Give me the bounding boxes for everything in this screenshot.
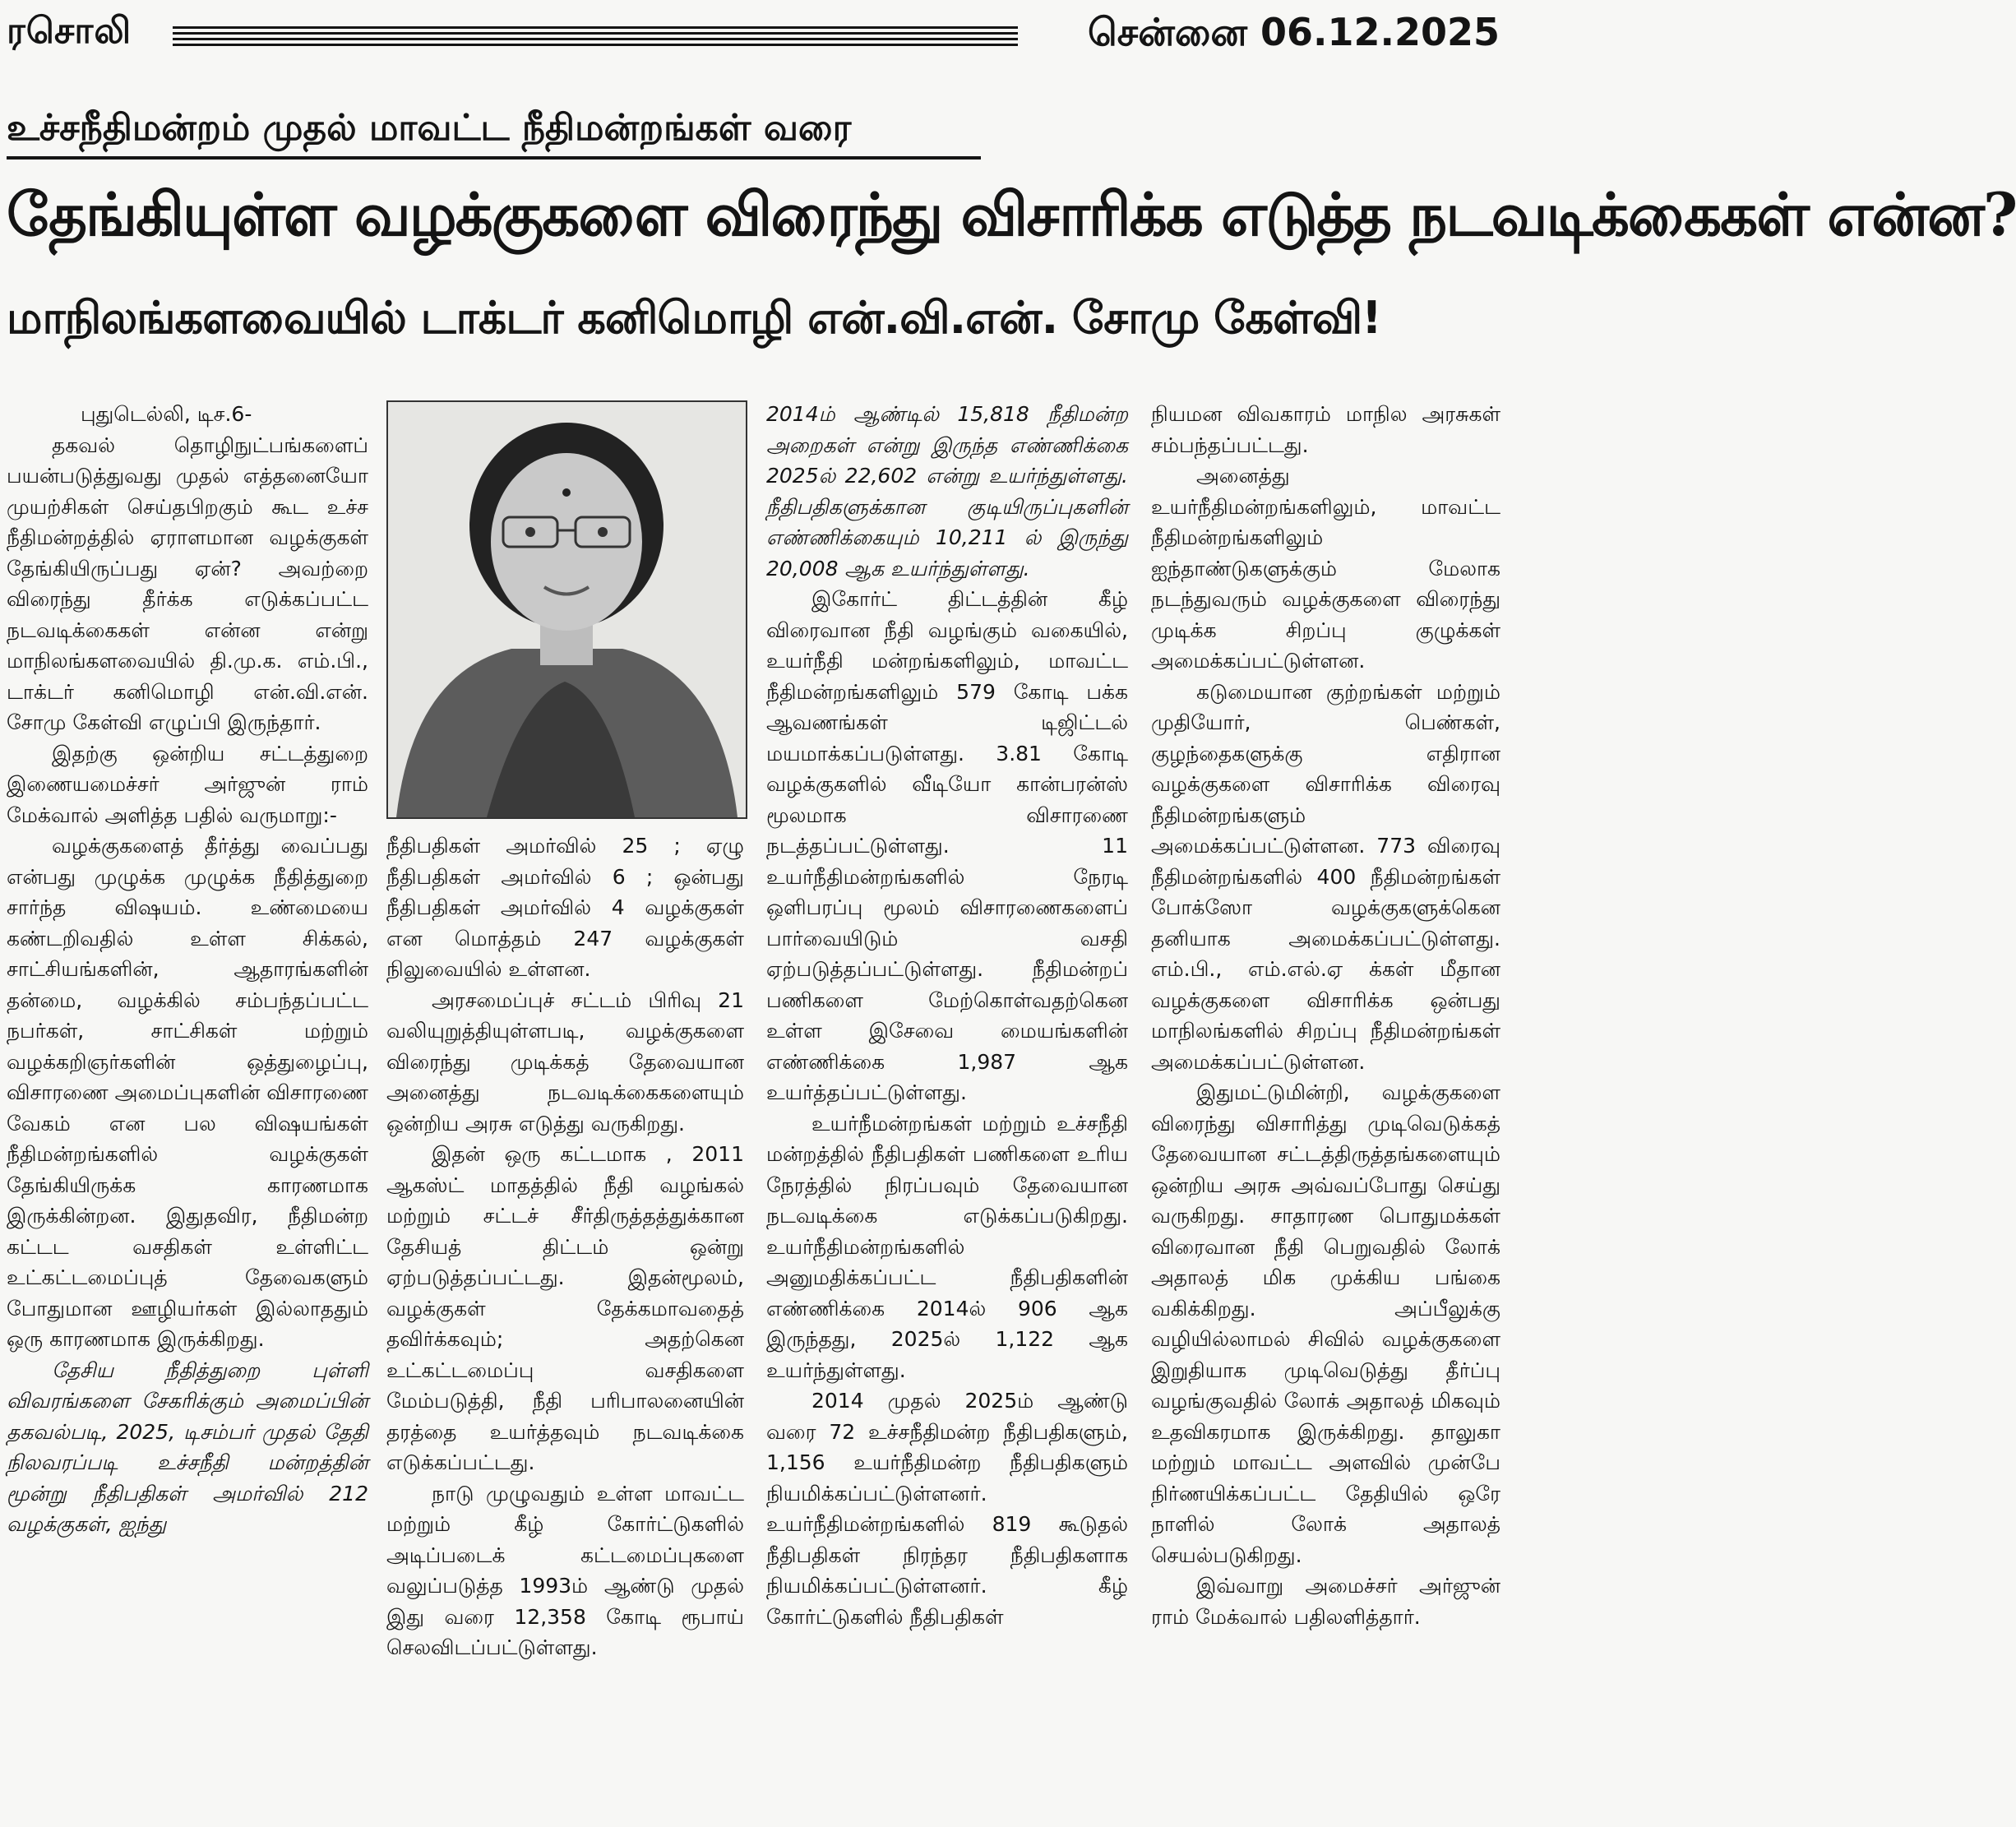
main-headline: தேங்கியுள்ள வழக்குகளை விரைந்து விசாரிக்க எடுத்த நடவடிக்கைகள் என்ன? bbox=[7, 179, 2016, 249]
paragraph: அனைத்து உயர்நீதிமன்றங்களிலும், மாவட்ட நீதிமன்றங்களிலும் ஐந்தாண்டுகளுக்கும் மேலாக நடந்துவரும் வழக்குகளை விரைந்து முடிக்க சிறப்பு குழுக்கள் அமைக்கப்பட்டுள்ளன. bbox=[1151, 464, 1500, 673]
article-dateline: புதுடெல்லி, டிச.6- bbox=[81, 402, 252, 426]
kicker-headline: உச்சநீதிமன்றம் முதல் மாவட்ட நீதிமன்றங்கள் வரை bbox=[7, 107, 852, 149]
kicker-underline bbox=[7, 156, 981, 160]
paragraph: இகோர்ட் திட்டத்தின் கீழ் விரைவான நீதி வழங்கும் வகையில், உயர்நீதி மன்றங்களிலும், மாவட்ட நீதிமன்றங்களிலும் 579 கோடி பக்க ஆவணங்கள் டிஜிட்டல் மயமாக்கப்படுள்ளது. 3.81 கோடி வழக்குகளில் வீடியோ கான்பரன்ஸ் மூலமாக விசாரணை நடத்தப்பட்டுள்ளது. 11 உயர்நீதிமன்றங்களில் நேரடி ஒளிபரப்பு மூலம் விசாரணைகளைப் பார்வையிடும் வசதி ஏற்படுத்தப்பட்டுள்ளது. நீதிமன்றப் பணிகளை மேற்கொள்வதற்கென உள்ள இசேவை மையங்களின் எண்ணிக்கை 1,987 ஆக உயர்த்தப்பட்டுள்ளது. bbox=[766, 587, 1128, 1104]
paragraph: நாடு முழுவதும் உள்ள மாவட்ட மற்றும் கீழ் கோர்ட்டுகளில் அடிப்படைக் கட்டமைப்புகளை வலுப்படுத்த 1993ம் ஆண்டு முதல் இது வரை 12,358 கோடி ரூபாய் செலவிடப்பட்டுள்ளது. bbox=[386, 1481, 744, 1659]
paragraph: இதுமட்டுமின்றி, வழக்குகளை விரைந்து விசாரித்து முடிவெடுக்கத் தேவையான சட்டத்திருத்தங்களையும் ஒன்றிய அரசு அவ்வப்போது செய்து வருகிறது. சாதாரண பொதுமக்கள் விரைவான நீதி பெறுவதில் லோக் அதாலத் மிக முக்கிய பங்கை வகிக்கிறது. அப்பீலுக்கு வழியில்லாமல் சிவில் வழக்குகளை இறுதியாக முடிவெடுத்து தீர்ப்பு வழங்குவதில் லோக் அதாலத் மிகவும் உதவிகரமாக இருக்கிறது. தாலுகா மற்றும் மாவட்ட அளவில் முன்பே நிர்ணயிக்கப்பட்ட தேதியில் ஒரே நாளில் லோக் அதாலத் செயல்படுகிறது. bbox=[1151, 1080, 1500, 1567]
paragraph: நீதிபதிகள் அமர்வில் 25 ; ஏழு நீதிபதிகள் அமர்வில் 6 ; ஒன்பது நீதிபதிகள் அமர்வில் 4 வழக்குகள் என மொத்தம் 247 வழக்குகள் நிலுவையில் உள்ளன. bbox=[386, 834, 744, 981]
paragraph: கடுமையான குற்றங்கள் மற்றும் முதியோர், பெண்கள், குழந்தைகளுக்கு எதிரான வழக்குகளை விசாரிக்க விரைவு நீதிமன்றங்களும் அமைக்கப்பட்டுள்ளன. 773 விரைவு நீதிமன்றங்களில் 400 நீதிமன்றங்கள் போக்ஸோ வழக்குகளுக்கென தனியாக அமைக்கப்பட்டுள்ளது. எம்.பி., எம்.எல்.ஏ க்கள் மீதான வழக்குகளை விசாரிக்க ஒன்பது மாநிலங்களில் சிறப்பு நீதிமன்றங்கள் அமைக்கப்பட்டுள்ளன. bbox=[1151, 679, 1500, 1074]
paragraph: வழக்குகளைத் தீர்த்து வைப்பது என்பது முழுக்க முழுக்க நீதித்துறை சார்ந்த விஷயம். உண்மையை கண்டறிவதில் உள்ள சிக்கல், சாட்சியங்களின், ஆதாரங்களின் தன்மை, வழக்கில் சம்பந்தப்பட்ட நபர்கள், சாட்சிகள் மற்றும் வழக்கறிஞர்களின் ஒத்துழைப்பு, விசாரணை அமைப்புகளின் விசாரணை வேகம் என பல விஷயங்கள் நீதிமன்றங்களில் வழக்குகள் தேங்கியிருக்க காரணமாக இருக்கின்றன. இதுதவிர, நீதிமன்ற கட்டட வசதிகள் உள்ளிட்ட உட்கட்டமைப்புத் தேவைகளும் போதுமான ஊழியர்கள் இல்லாததும் ஒரு காரணமாக இருக்கிறது. bbox=[7, 834, 368, 1351]
paragraph: இவ்வாறு அமைச்சர் அர்ஜுன் ராம் மேக்வால் பதிலளித்தார். bbox=[1151, 1574, 1500, 1629]
city-name: சென்னை bbox=[1087, 10, 1247, 54]
masthead bbox=[0, 0, 1511, 70]
masthead-rule bbox=[173, 26, 1018, 48]
paragraph: தேசிய நீதித்துறை புள்ளி விவரங்களை சேகரிக்கும் அமைப்பின் தகவல்படி, 2025, டிசம்பர் முதல் தேதி நிலவரப்படி உச்சநீதி மன்றத்தின் மூன்று நீதிபதிகள் அமர்வில் 212 வழக்குகள், ஐந்து bbox=[7, 1358, 368, 1536]
paragraph: இதற்கு ஒன்றிய சட்டத்துறை இணையமைச்சர் அர்ஜுன் ராம் மேக்வால் அளித்த பதில் வருமாறு:- bbox=[7, 741, 368, 827]
paragraph: 2014ம் ஆண்டில் 15,818 நீதிமன்ற அறைகள் என்று இருந்த எண்ணிக்கை 2025ல் 22,602 என்று உயர்ந்துள்ளது. நீதிபதிகளுக்கான குடியிருப்புகளின் எண்ணிக்கையும் 10,211 ல் இருந்து 20,008 ஆக உயர்ந்துள்ளது. bbox=[766, 402, 1128, 580]
issue-date: 06.12.2025 bbox=[1260, 10, 1500, 54]
paragraph: உயர்நீமன்றங்கள் மற்றும் உச்சநீதி மன்றத்தில் நீதிபதிகள் பணிகளை உரிய நேரத்தில் நிரப்பவும் தேவையான நடவடிக்கை எடுக்கப்படுகிறது. உயர்நீதிமன்றங்களில் அனுமதிக்கப்பட்ட நீதிபதிகளின் எண்ணிக்கை 2014ல் 906 ஆக இருந்தது, 2025ல் 1,122 ஆக உயர்ந்துள்ளது. bbox=[766, 1111, 1128, 1382]
article-column-1 bbox=[7, 399, 368, 1825]
newspaper-name: ரசொலி bbox=[7, 10, 132, 52]
paragraph: அரசமைப்புச் சட்டம் பிரிவு 21 வலியுறுத்தியுள்ளபடி, வழக்குகளை விரைந்து முடிக்கத் தேவையான அனைத்து நடவடிக்கைகளையும் ஒன்றிய அரசு எடுத்து வருகிறது. bbox=[386, 988, 744, 1136]
sub-headline: மாநிலங்களவையில் டாக்டர் கனிமொழி என்.வி.என். சோமு கேள்வி! bbox=[7, 292, 1381, 344]
paragraph: தகவல் தொழிநுட்பங்களைப் பயன்படுத்துவது முதல் எத்தனையோ முயற்சிகள் செய்தபிறகும் கூட உச்ச நீதிமன்றத்தில் ஏராளமான வழக்குகள் தேங்கியிருப்பது ஏன்? அவற்றை விரைந்து தீர்க்க எடுக்கப்பட்ட நடவடிக்கைகள் என்ன என்று மாநிலங்களவையில் தி.மு.க. எம்.பி., டாக்டர் கனிமொழி என்.வி.என். சோமு கேள்வி எழுப்பி இருந்தார். bbox=[7, 432, 368, 734]
paragraph: நியமன விவகாரம் மாநில அரசுகள் சம்பந்தப்பட்டது. bbox=[1151, 402, 1500, 457]
article-column-2 bbox=[386, 830, 744, 1825]
paragraph: 2014 முதல் 2025ம் ஆண்டு வரை 72 உச்சநீதிமன்ற நீதிபதிகளும், 1,156 உயர்நீதிமன்ற நீதிபதிகளும் நியமிக்கப்பட்டுள்ளனர். உயர்நீதிமன்றங்களில் 819 கூடுதல் நீதிபதிகள் நிரந்தர நீதிபதிகளாக நியமிக்கப்பட்டுள்ளனர். கீழ் கோர்ட்டுகளில் நீதிபதிகள் bbox=[766, 1389, 1128, 1629]
author-photo bbox=[386, 400, 747, 819]
dateline-header bbox=[1088, 10, 1500, 60]
article-column-4 bbox=[1151, 399, 1500, 1825]
paragraph: இதன் ஒரு கட்டமாக , 2011 ஆகஸ்ட் மாதத்தில் நீதி வழங்கல் மற்றும் சட்டச் சீர்திருத்தத்துக்கான தேசியத் திட்டம் ஒன்று ஏற்படுத்தப்பட்டது. இதன்மூலம், வழக்குகள் தேக்கமாவதைத் தவிர்க்கவும்; அதற்கென உட்கட்டமைப்பு வசதிகளை மேம்படுத்தி, நீதி பரிபாலனையின் தரத்தை உயர்த்தவும் நடவடிக்கை எடுக்கப்பட்டது. bbox=[386, 1142, 744, 1474]
article-column-3 bbox=[766, 399, 1128, 1825]
